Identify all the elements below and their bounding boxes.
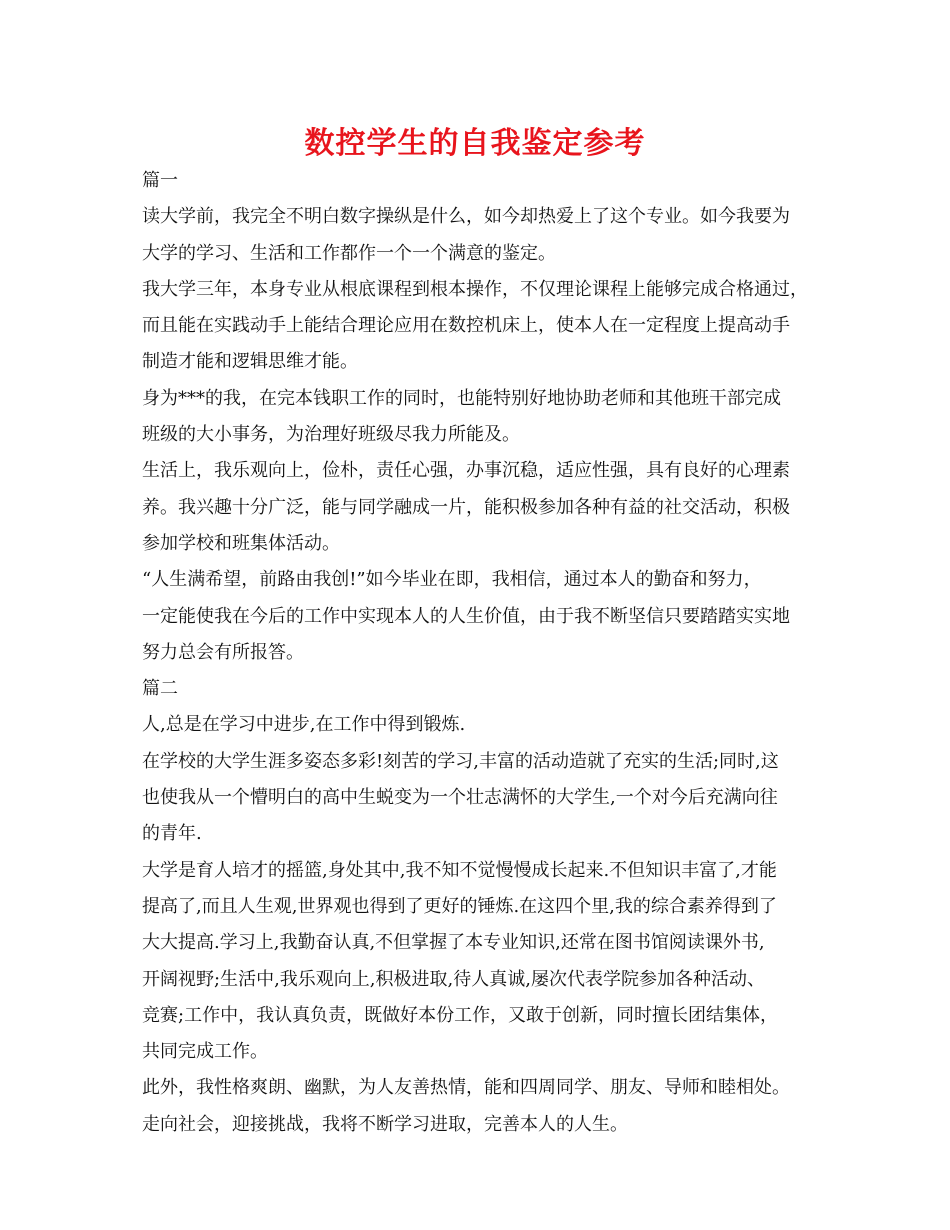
document-body [142, 163, 822, 1143]
paragraph-line: 制造才能和逻辑思维才能。 [142, 351, 358, 373]
document-title: 数控学生的自我鉴定参考 [304, 126, 646, 161]
paragraph-line: 努力总会有所报答。 [142, 641, 304, 663]
paragraph-line: 提高了,而且人生观,世界观也得到了更好的锤炼.在这四个里,我的综合素养得到了 [142, 895, 777, 917]
paragraph-line: 人,总是在学习中进步,在工作中得到锻炼. [142, 714, 466, 736]
paragraph-line: 大大提高.学习上,我勤奋认真,不但掌握了本专业知识,还常在图书馆阅读课外书, [142, 932, 765, 954]
paragraph-line: 开阔视野;生活中,我乐观向上,积极进取,待人真诚,屡次代表学院参加各种活动、 [142, 968, 765, 990]
paragraph-line: 班级的大小事务，为治理好班级尽我力所能及。 [142, 424, 520, 446]
paragraph-line: 读大学前，我完全不明白数字操纵是什么，如今却热爱上了这个专业。如今我要为 [142, 206, 790, 228]
paragraph-line: 生活上，我乐观向上，俭朴，责任心强，办事沉稳，适应性强，具有良好的心理素 [142, 460, 790, 482]
paragraph-line: 大学的学习、生活和工作都作一个一个满意的鉴定。 [142, 242, 556, 264]
paragraph-line: 的青年. [142, 823, 202, 845]
paragraph-line: 一定能使我在今后的工作中实现本人的人生价值，由于我不断坚信只要踏踏实实地 [142, 605, 790, 627]
section-heading-1: 篇一 [142, 170, 178, 191]
paragraph-line: 共同完成工作。 [142, 1041, 268, 1063]
paragraph-line: 身为***的我，在完本钱职工作的同时，也能特别好地协助老师和其他班干部完成 [142, 387, 781, 409]
paragraph-line: 而且能在实践动手上能结合理论应用在数控机床上，使本人在一定程度上提高动手 [142, 315, 790, 337]
paragraph-line: 参加学校和班集体活动。 [142, 532, 340, 554]
paragraph-line: 也使我从一个懵明白的高中生蜕变为一个壮志满怀的大学生,一个对今后充满向往 [142, 787, 778, 809]
paragraph-line: 此外，我性格爽朗、幽默，为人友善热情，能和四周同学、朋友、导师和睦相处。 [142, 1077, 790, 1099]
paragraph-line: 走向社会，迎接挑战，我将不断学习进取，完善本人的人生。 [142, 1113, 628, 1135]
paragraph-line: 大学是育人培才的摇篮,身处其中,我不知不觉慢慢成长起来.不但知识丰富了,才能 [142, 859, 777, 881]
paragraph-line: 养。我兴趣十分广泛，能与同学融成一片，能积极参加各种有益的社交活动，积极 [142, 496, 790, 518]
paragraph-line: 在学校的大学生涯多姿态多彩!刻苦的学习,丰富的活动造就了充实的生活;同时,这 [142, 750, 779, 772]
paragraph-line: “人生满希望，前路由我创!”如今毕业在即，我相信，通过本人的勤奋和努力， [142, 569, 762, 591]
paragraph-line: 我大学三年，本身专业从根底课程到根本操作，不仅理论课程上能够完成合格通过， [142, 278, 808, 300]
paragraph-line: 竞赛;工作中，我认真负责，既做好本份工作，又敢于创新，同时擅长团结集体， [142, 1004, 779, 1026]
section-heading-2: 篇二 [142, 678, 178, 700]
